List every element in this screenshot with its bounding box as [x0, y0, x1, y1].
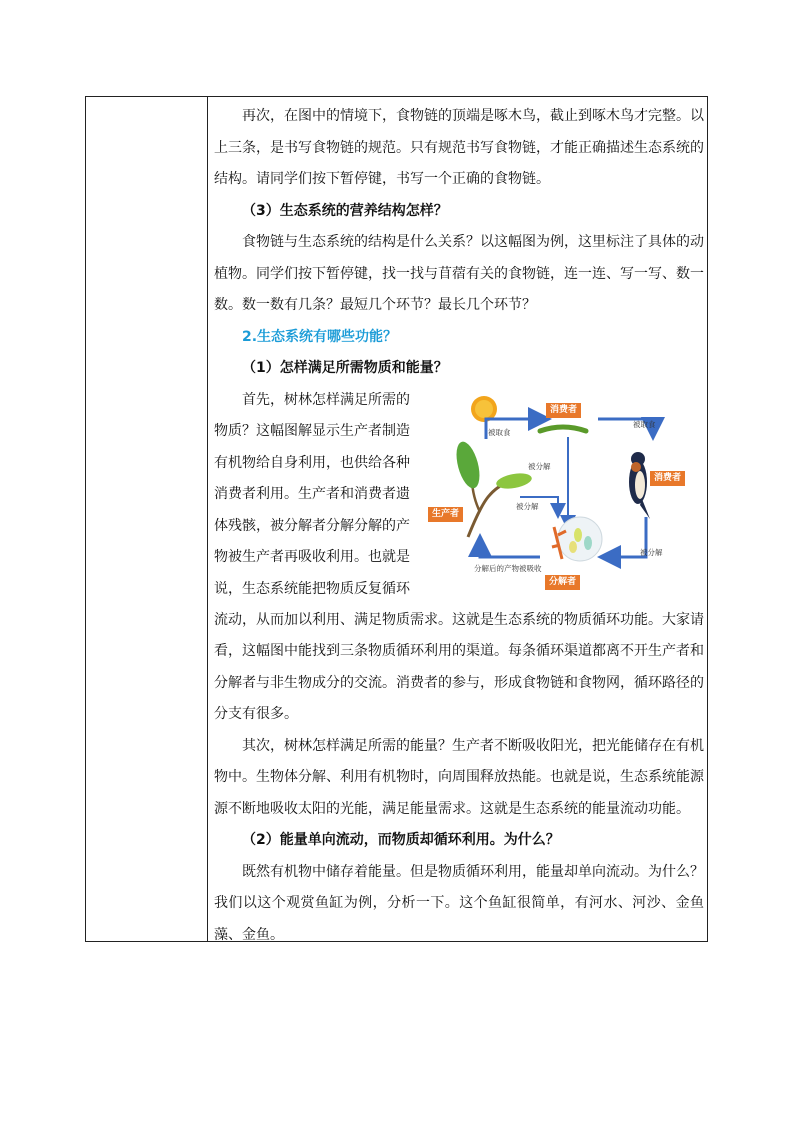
section-title: 2.生态系统有哪些功能？ [242, 328, 398, 345]
paragraph: 再次，在图中的情境下，食物链的顶端是啄木鸟，截止到啄木鸟才完整。以上三条，是书写食物链的规范。只有规范书写食物链，才能正确描述生态系统的结构。请同学们按下暂停键，书写一个正确的食物链。 [214, 108, 704, 187]
section-heading: （1）怎样满足所需物质和能量？ [242, 360, 448, 376]
paragraph: 食物链与生态系统的结构是什么关系？以这幅图为例，这里标注了具体的动植物。同学们按下暂停键，找一找与苜蓿有关的食物链，连一连、写一写、数一数。数一数有几条？最短几个环节？最长几个环节？ [214, 234, 704, 313]
paragraph: 其次，树林怎样满足所需的能量？生产者不断吸收阳光，把光能储存在有机物中。生物体分解、利用有机物时，向周围释放热能。也就是说，生态系统能源源不断地吸收太阳的光能，满足能量需求。这就是生态系统的能量流动功能。 [214, 737, 704, 817]
line: 首先，树林怎样满足所需的 [242, 391, 410, 408]
paragraph: 流动，从而加以利用、满足物质需求。这就是生态系统的物质循环功能。大家请看，这幅图中能找到三条物质循环利用的渠道。每条循环渠道都离不开生产者和分解者与非生物成分的交流。消费者的参与，形成食物链和食物网，循环路径的分支有很多。 [214, 611, 704, 722]
consumer-tag: 消费者 [650, 471, 685, 486]
material-cycle-diagram [428, 387, 704, 597]
paragraph: 既然有机物中储存着能量。但是物质循环利用，能量却单向流动。为什么？我们以这个观赏鱼缸为例，分析一下。这个鱼缸很简单，有河水、河沙、金鱼藻、金鱼。 [214, 863, 704, 943]
line: 体残骸，被分解者分解分解的产 [214, 517, 410, 534]
line: 物被生产者再吸收利用。也就是 [214, 549, 410, 565]
arrow-label: 被分解 [516, 501, 539, 511]
caterpillar-icon [540, 427, 586, 431]
lesson-table [85, 96, 708, 942]
producer-tag: 生产者 [428, 507, 463, 522]
arrow-label: 被取食 [633, 419, 656, 429]
arrow-label: 被分解 [528, 461, 551, 471]
swallow-icon [629, 452, 650, 519]
leaf-icon [495, 470, 533, 490]
column-divider [207, 97, 208, 941]
section-heading: （3）生态系统的营养结构怎样？ [242, 202, 448, 219]
arrow-label: 被分解 [640, 547, 663, 557]
line: 有机物给自身利用，也供给各种 [214, 454, 410, 471]
decomposer-tag: 分解者 [545, 575, 580, 590]
line: 说，生态系统能把物质反复循环 [214, 580, 410, 597]
arrow-label: 被取食 [488, 427, 511, 437]
arrow-label: 分解后的产物被吸收 [474, 563, 542, 573]
leaf-icon [452, 439, 484, 491]
text-with-figure [214, 385, 704, 605]
line: 物质？这幅图解显示生产者制造 [214, 423, 410, 439]
wrapped-text [214, 385, 424, 606]
cycle-arrows [428, 387, 704, 597]
content-cell [214, 101, 704, 951]
line: 消费者利用。生产者和消费者遗 [214, 486, 410, 502]
section-heading: （2）能量单向流动，而物质却循环利用。为什么？ [242, 832, 560, 848]
consumer-tag: 消费者 [546, 403, 581, 418]
